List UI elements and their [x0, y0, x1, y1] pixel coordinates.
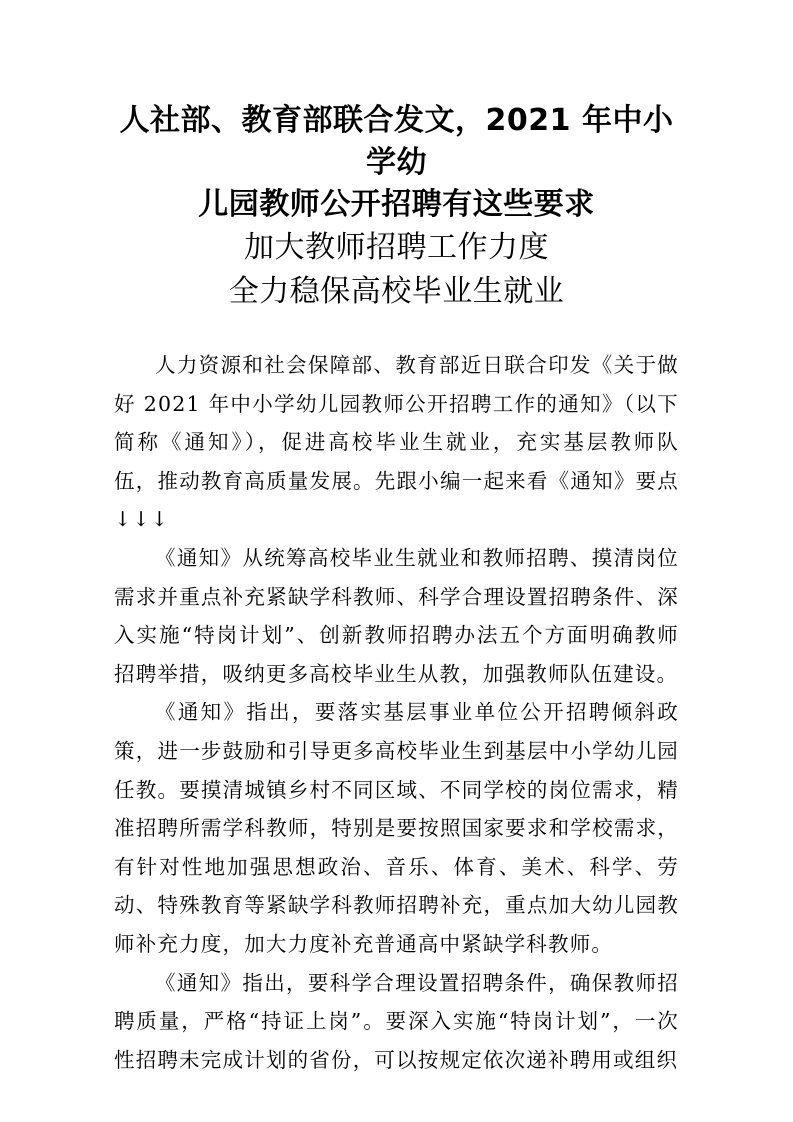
paragraph-1: 人力资源和社会保障部、教育部近日联合印发《关于做好 2021 年中小学幼儿园教师公开招聘工作的通知》（以下简称《通知》），促进高校毕业生就业，充实基层教师队伍，推动教育高质量发展。先跟小编一起来看《通知》要点↓↓↓: [114, 353, 679, 532]
article-body: [114, 346, 679, 1079]
paragraph-4: 《通知》指出，要科学合理设置招聘条件，确保教师招聘质量，严格“持证上岗”。要深入实施“特岗计划”，一次性招聘未完成计划的省份，可以按规定依次递补聘用或组织: [114, 970, 679, 1072]
subtitle-line-1: 加大教师招聘工作力度: [244, 230, 549, 265]
paragraph-3: 《通知》指出，要落实基层事业单位公开招聘倾斜政策，进一步鼓励和引导更多高校毕业生到基层中小学幼儿园任教。要摸清城镇乡村不同区域、不同学校的岗位需求，精准招聘所需学科教师，特别是要按照国家要求和学校需求，有针对性地加强思想政治、音乐、体育、美术、科学、劳动、特殊教育等紧缺学科教师招聘补充，重点加大幼儿园教师补充力度，加大力度补充普通高中紧缺学科教师。: [114, 700, 679, 956]
main-title-line-2: 儿园教师公开招聘有这些要求: [198, 187, 595, 222]
subtitle-line-2: 全力稳保高校毕业生就业: [228, 274, 565, 309]
title-block: [114, 100, 679, 314]
paragraph-2: 《通知》从统筹高校毕业生就业和教师招聘、摸清岗位需求并重点补充紧缺学科教师、科学合理设置招聘条件、深入实施“特岗计划”、创新教师招聘办法五个方面明确教师招聘举措，吸纳更多高校毕业生从教，加强教师队伍建设。: [114, 545, 679, 686]
main-title-line-1: 人社部、教育部联合发文，2021 年中小学幼: [119, 103, 674, 180]
